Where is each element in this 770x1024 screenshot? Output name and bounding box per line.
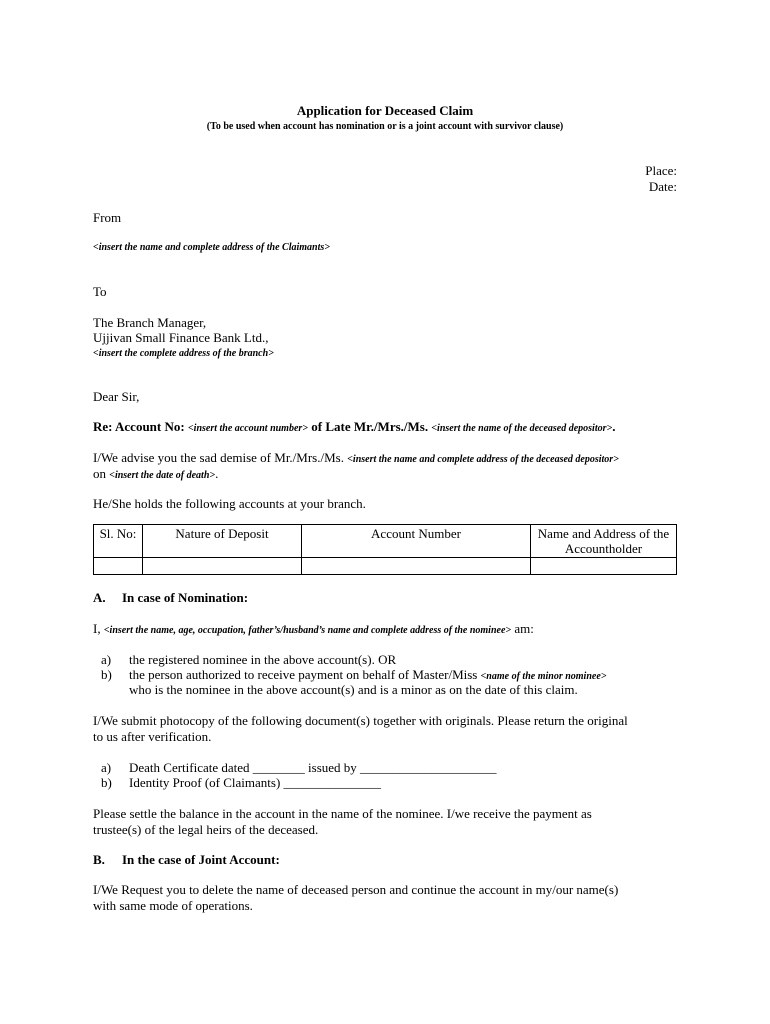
advise-line-2 bbox=[93, 466, 218, 483]
re-line bbox=[93, 419, 615, 436]
request-line-1: I/We Request you to delete the name of deceased person and continue the account in my/our name(s) bbox=[93, 882, 619, 897]
section-b-marker: B. bbox=[93, 852, 105, 867]
header-account-number: Account Number bbox=[302, 525, 531, 558]
section-b-heading: In the case of Joint Account: bbox=[122, 852, 280, 867]
re-name-placeholder: <insert the name of the deceased depositor> bbox=[431, 423, 613, 434]
submit-line-2: to us after verification. bbox=[93, 729, 212, 744]
death-date-placeholder: <insert the date of death> bbox=[109, 470, 216, 481]
doc-item-marker: a) bbox=[101, 760, 112, 775]
header-sl-no: Sl. No: bbox=[94, 525, 143, 558]
re-prefix: Re: Account No: bbox=[93, 419, 188, 434]
advise-text: I/We advise you the sad demise of Mr./Mrs./Ms. bbox=[93, 450, 348, 465]
list-item-continuation: who is the nominee in the above account(s) and is a minor as on the date of this claim. bbox=[129, 682, 578, 697]
holds-text: He/She holds the following accounts at your branch. bbox=[93, 496, 366, 511]
advise-suffix: . bbox=[215, 466, 219, 481]
re-account-placeholder: <insert the account number> bbox=[187, 423, 308, 434]
re-suffix: . bbox=[612, 419, 616, 434]
header-nature-of-deposit: Nature of Deposit bbox=[143, 525, 302, 558]
nominee-intro-suffix: am: bbox=[511, 621, 534, 636]
date-label: Date: bbox=[648, 179, 677, 194]
place-label: Place: bbox=[645, 163, 677, 178]
addressee-placeholder: <insert the complete address of the branch> bbox=[93, 348, 274, 359]
addressee-line-1: The Branch Manager, bbox=[93, 315, 207, 330]
salutation: Dear Sir, bbox=[93, 389, 140, 404]
doc-item-marker: b) bbox=[101, 775, 112, 790]
addressee-line-2: Ujjivan Small Finance Bank Ltd., bbox=[93, 330, 269, 345]
minor-nominee-placeholder: <name of the minor nominee> bbox=[480, 671, 607, 682]
to-label: To bbox=[93, 284, 107, 299]
doc-item-identity-proof: Identity Proof (of Claimants) _______________ bbox=[129, 775, 382, 790]
nominee-intro bbox=[93, 621, 534, 638]
list-item: the registered nominee in the above account(s). OR bbox=[129, 652, 397, 667]
settle-line-1: Please settle the balance in the account in the name of the nominee. I/we receive the payment as bbox=[93, 806, 592, 821]
nominee-intro-prefix: I, bbox=[93, 621, 104, 636]
list-item-marker: a) bbox=[101, 652, 112, 667]
list-item-marker: b) bbox=[101, 667, 112, 682]
from-placeholder: <insert the name and complete address of the Claimants> bbox=[93, 242, 330, 253]
request-line-2: with same mode of operations. bbox=[93, 898, 253, 913]
submit-line-1: I/We submit photocopy of the following document(s) together with originals. Please return the original bbox=[93, 713, 628, 728]
table-header-row bbox=[94, 525, 677, 558]
doc-item-death-certificate: Death Certificate dated ________ issued by _____________________ bbox=[129, 760, 497, 775]
settle-line-2: trustee(s) of the legal heirs of the deceased. bbox=[93, 822, 319, 837]
advise-placeholder: <insert the name and complete address of the deceased depositor> bbox=[347, 454, 619, 465]
page-subtitle: (To be used when account has nomination or is a joint account with survivor clause) bbox=[206, 121, 564, 132]
header-name-address: Name and Address of the Accountholder bbox=[531, 525, 677, 558]
section-a-heading: In case of Nomination: bbox=[122, 590, 249, 605]
re-middle: of Late Mr./Mrs./Ms. bbox=[308, 419, 432, 434]
table-row bbox=[94, 558, 677, 575]
page-title: Application for Deceased Claim bbox=[296, 103, 474, 118]
advise-on-text: on bbox=[93, 466, 110, 481]
table-cell[interactable] bbox=[531, 558, 677, 575]
table-cell[interactable] bbox=[302, 558, 531, 575]
list-item-text: the person authorized to receive payment on behalf of Master/Miss bbox=[129, 667, 481, 682]
table-cell[interactable] bbox=[143, 558, 302, 575]
table-cell[interactable] bbox=[94, 558, 143, 575]
from-label: From bbox=[93, 210, 122, 225]
advise-line-1 bbox=[93, 450, 619, 467]
accounts-table bbox=[93, 524, 677, 575]
section-a-marker: A. bbox=[93, 590, 106, 605]
nominee-details-placeholder: <insert the name, age, occupation, father’s/husband’s name and complete address of the nominee> bbox=[103, 625, 512, 636]
